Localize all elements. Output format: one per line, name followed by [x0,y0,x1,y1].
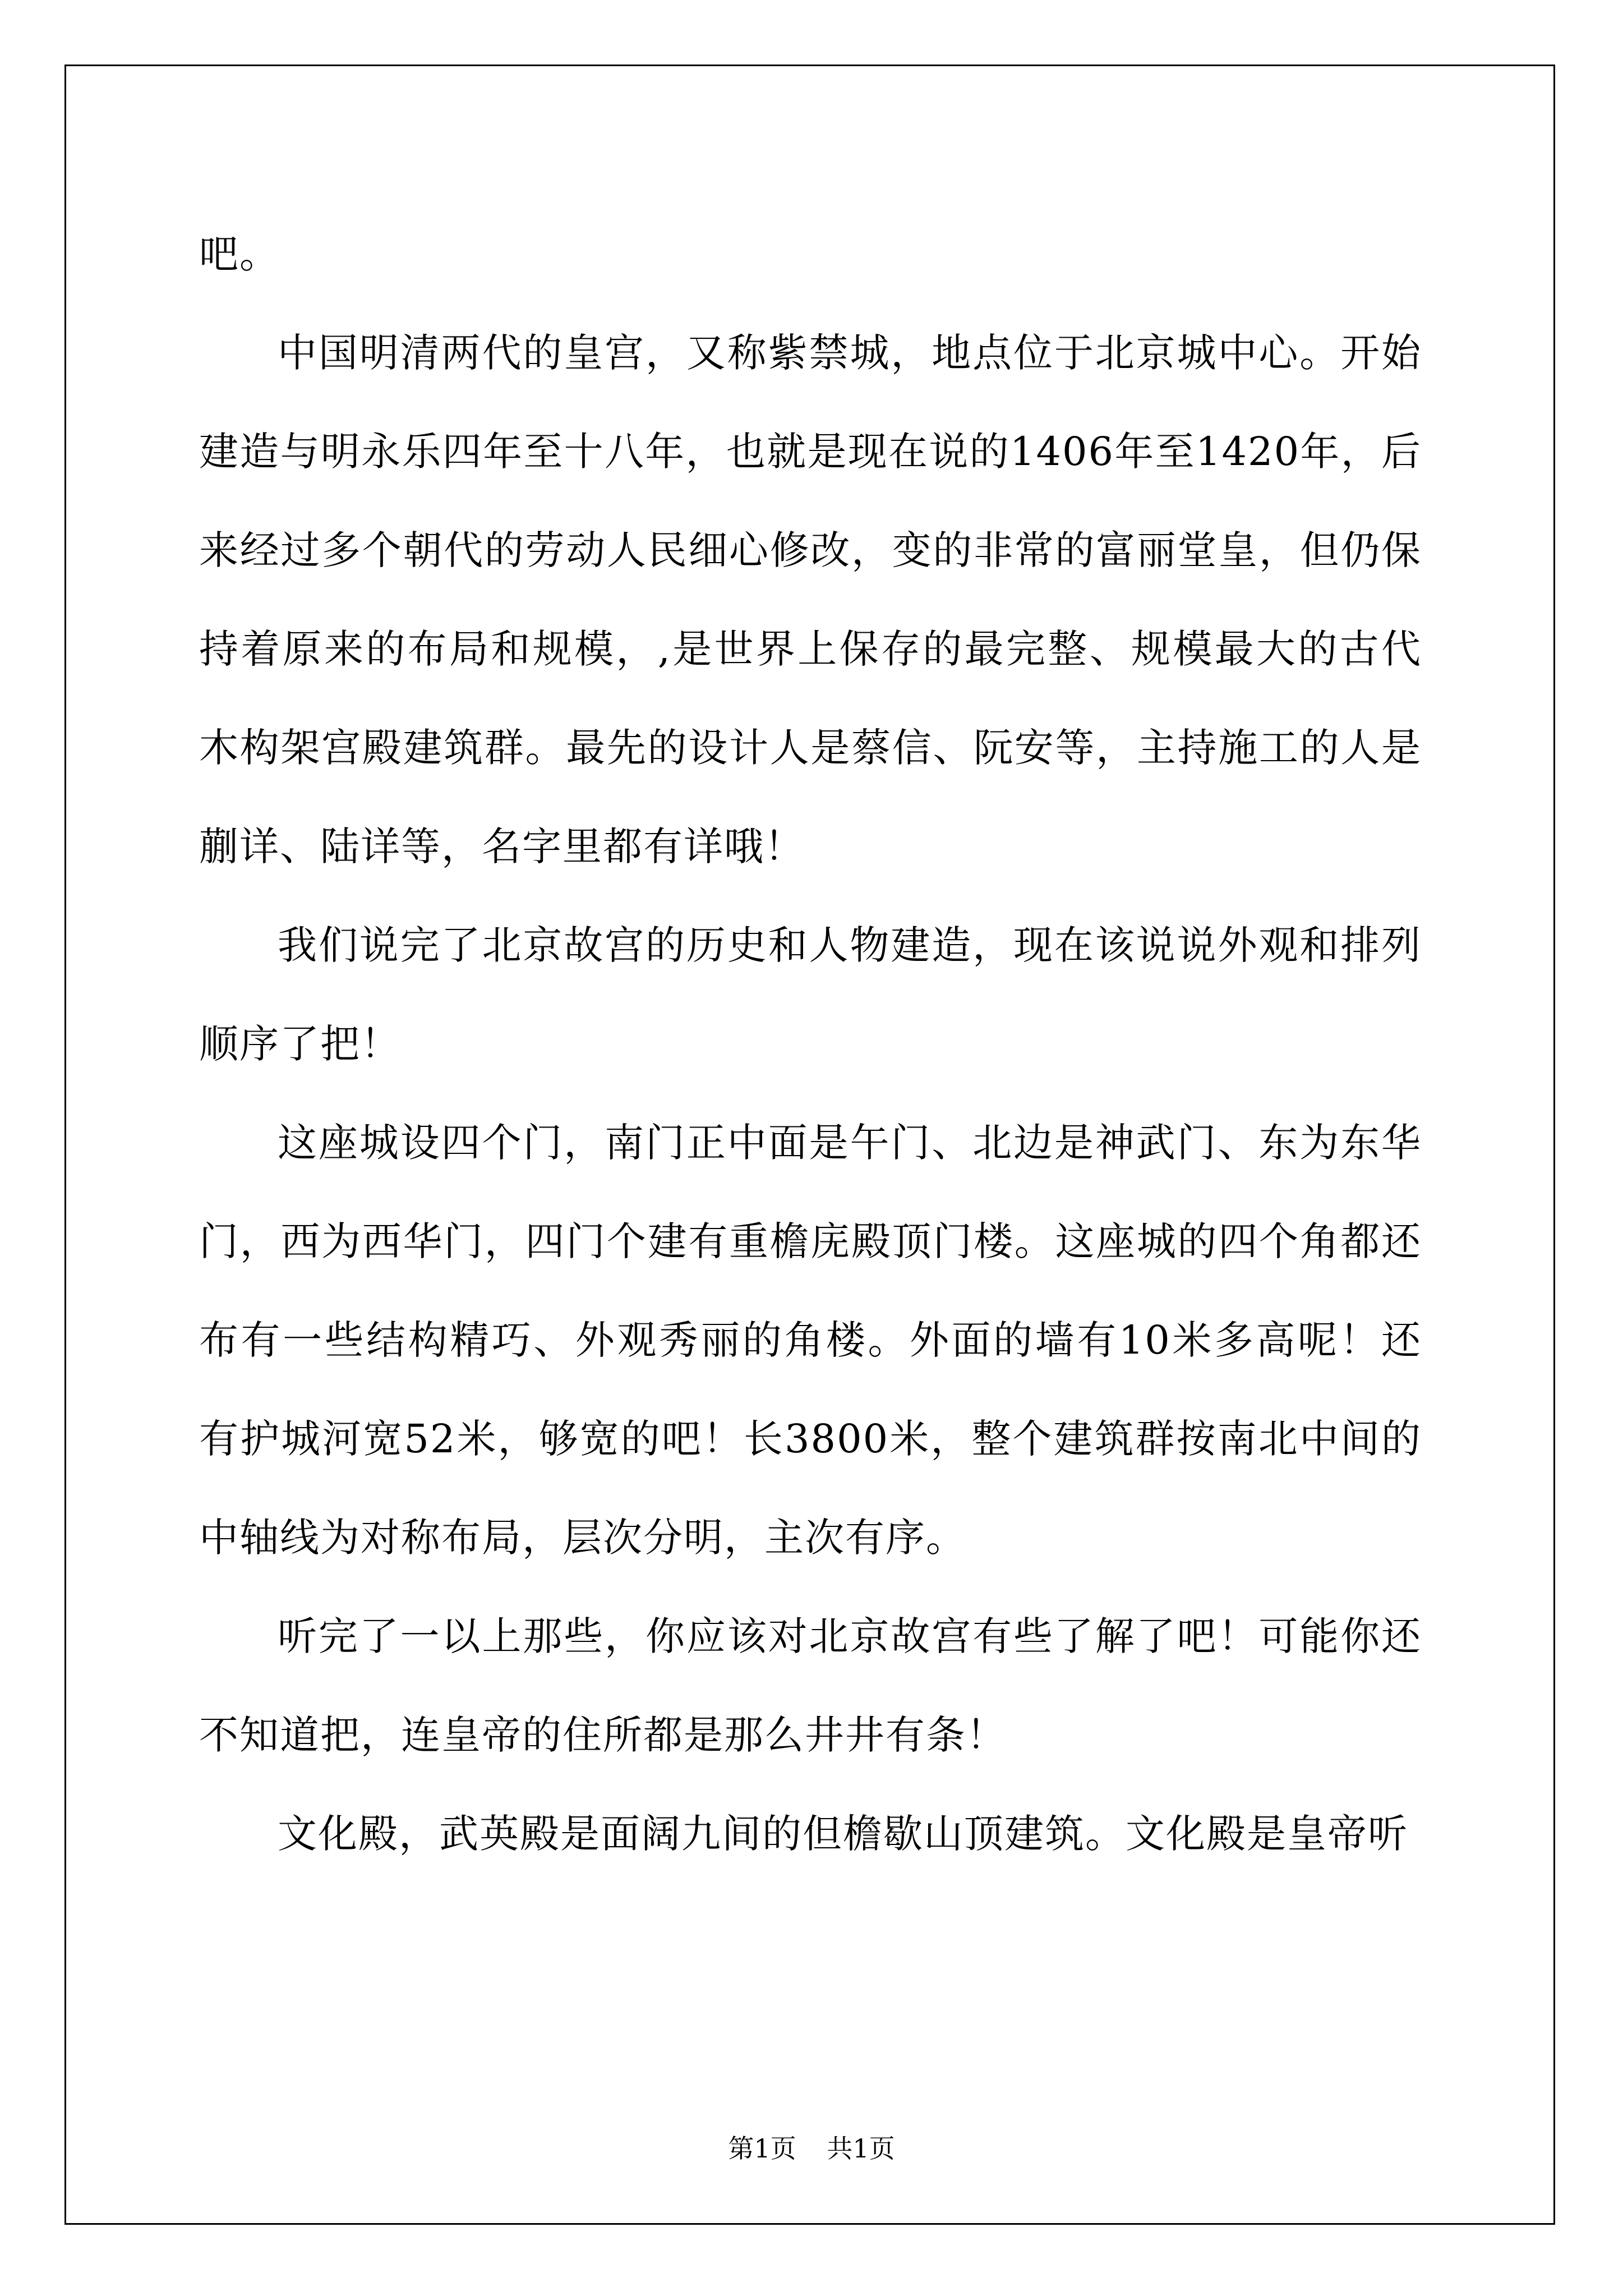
page-footer [0,2132,1623,2165]
paragraph: 文化殿，武英殿是面阔九间的但檐歇山顶建筑。文化殿是皇帝听 [278,1811,1408,1857]
paragraph: 中国明清两代的皇宫，又称紫禁城，地点位于北京城中心。开始建造与明永乐四年至十八年，也就是现在说的1406年至1420年，后来经过多个朝代的劳动人民细心修改，变的非常的富丽堂皇，但仍保持着原来的布局和规模，,是世界上保存的最完整、规模最大的古代木构架宫殿建筑群。最先的设计人是蔡信、阮安等，主持施工的人是蒯详、陆详等，名字里都有详哦！ [199,330,1422,869]
document-body [199,205,1422,1883]
total-pages: 共1页 [827,2133,895,2164]
paragraph: 这座城设四个门，南门正中面是午门、北边是神武门、东为东华门，西为西华门，四门个建有重檐庑殿顶门楼。这座城的四个角都还布有一些结构精巧、外观秀丽的角楼。外面的墙有10米多高呢！还有护城河宽52米，够宽的吧！长3800米，整个建筑群按南北中间的中轴线为对称布局，层次分明，主次有序。 [199,1120,1422,1561]
paragraph: 吧。 [199,231,280,277]
page-number: 第1页 [728,2133,796,2164]
paragraph: 我们说完了北京故宫的历史和人物建造，现在该说说外观和排列顺序了把！ [199,922,1422,1067]
paragraph: 听完了一以上那些，你应该对北京故宫有些了解了吧！可能你还不知道把，连皇帝的住所都是那么井井有条！ [199,1613,1422,1758]
